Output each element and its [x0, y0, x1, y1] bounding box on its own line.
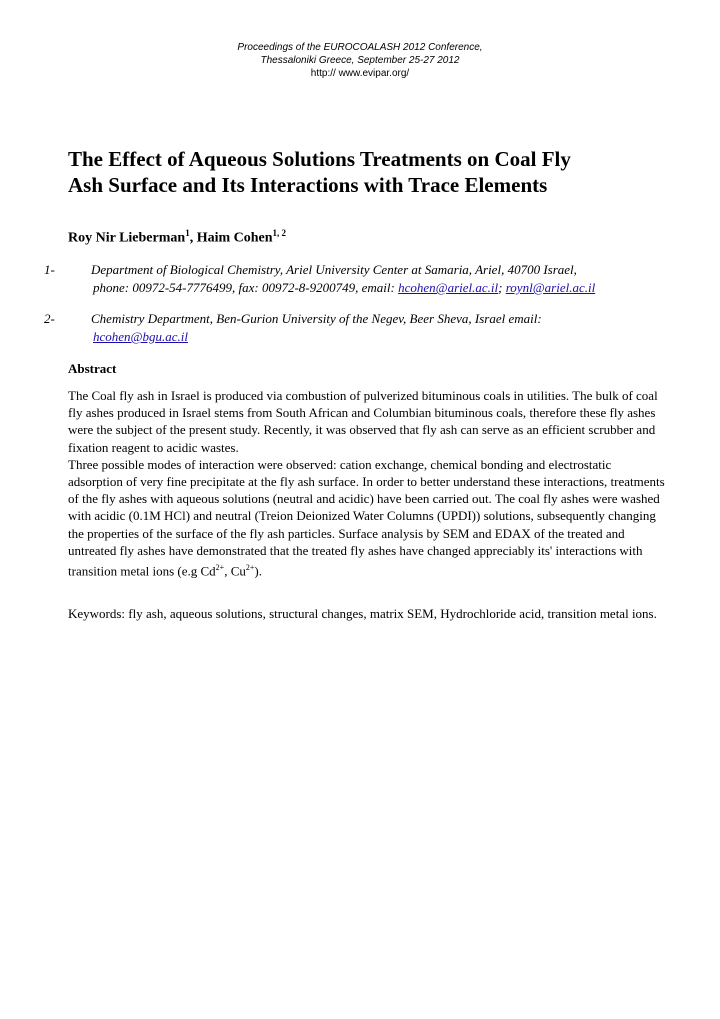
abstract-end: ).: [254, 563, 262, 579]
proceedings-header: [0, 41, 720, 80]
author-list: [68, 228, 286, 247]
header-location-date: Thessaloniki Greece, September 25-27 2012: [260, 55, 460, 66]
abstract-body: [68, 387, 668, 580]
cd-charge: 2+: [215, 563, 225, 573]
email-link-hcohen-ariel[interactable]: hcohen@ariel.ac.il: [398, 280, 499, 295]
author-1-affil: 1: [185, 228, 190, 238]
abstract-paragraph-2-text: Three possible modes of interaction were observed: cation exchange, chemical bonding and electrostatic adsorption of very fine precipitate at the fly ash surface. In order to better understand these interactions, treatments of the fly ashes with aqueous solutions (neutral and acidic) have been carried out. The coal fly ashes were washed with acidic (0.1M HCl) and neutral (Treion Deionized Water Columns (UPDI)) solutions, subsequently changing the properties of the surface of the fly ash particles. Surface analysis by SEM and EDAX of the treated and untreated fly ashes have demonstrated that the treated fly ashes have changed appreciably its' interactions with transition metal ions (e.g Cd: [68, 456, 665, 579]
email-separator: ;: [498, 280, 506, 295]
affiliation-2-department: Chemistry Department, Ben-Gurion University of the Negev, Beer Sheva, Israel email:: [91, 311, 542, 326]
affiliation-2-number: 2-: [44, 311, 55, 326]
affiliation-1-number: 1-: [44, 262, 55, 277]
email-link-roynl-ariel[interactable]: roynl@ariel.ac.il: [505, 280, 596, 295]
affiliation-1-department: Department of Biological Chemistry, Ariel University Center at Samaria, Ariel, 40700 Israel,: [91, 262, 577, 277]
affiliation-1-phone-fax: phone: 00972-54-7776499, fax: 00972-8-9200749, email:: [93, 280, 399, 295]
author-2-affil: 1, 2: [272, 228, 287, 238]
paper-title: [68, 146, 688, 198]
abstract-heading: Abstract: [68, 361, 117, 376]
affiliation-2-contact: [93, 328, 188, 346]
author-separator: ,: [189, 230, 197, 246]
keywords: Keywords: fly ash, aqueous solutions, structural changes, matrix SEM, Hydrochloride acid, transition metal ions.: [68, 606, 657, 621]
email-link-hcohen-bgu[interactable]: hcohen@bgu.ac.il: [93, 329, 188, 344]
author-1: Roy Nir Lieberman: [68, 230, 186, 246]
header-conference: Proceedings of the EUROCOALASH 2012 Conference,: [237, 42, 483, 53]
title-line-2: Ash Surface and Its Interactions with Trace Elements: [68, 173, 548, 197]
affiliation-1-contact: [93, 279, 595, 297]
author-2: Haim Cohen: [196, 230, 273, 246]
header-url: http:// www.evipar.org/: [310, 68, 410, 79]
title-line-1: The Effect of Aqueous Solutions Treatments on Coal Fly: [68, 147, 571, 171]
abstract-paragraph-1: The Coal fly ash in Israel is produced via combustion of pulverized bituminous coals in utilities. The bulk of coal fly ashes produced in Israel stems from South African and Columbian bituminous coals, therefore these fly ashes were the subject of the present study. Recently, it was observed that fly ash can serve as an efficient scrubber and fixation reagent to acidic wastes.: [68, 388, 658, 455]
abstract-paragraph-2: [68, 456, 668, 580]
cu-charge: 2+: [245, 563, 255, 573]
cu-label: , Cu: [224, 563, 246, 579]
